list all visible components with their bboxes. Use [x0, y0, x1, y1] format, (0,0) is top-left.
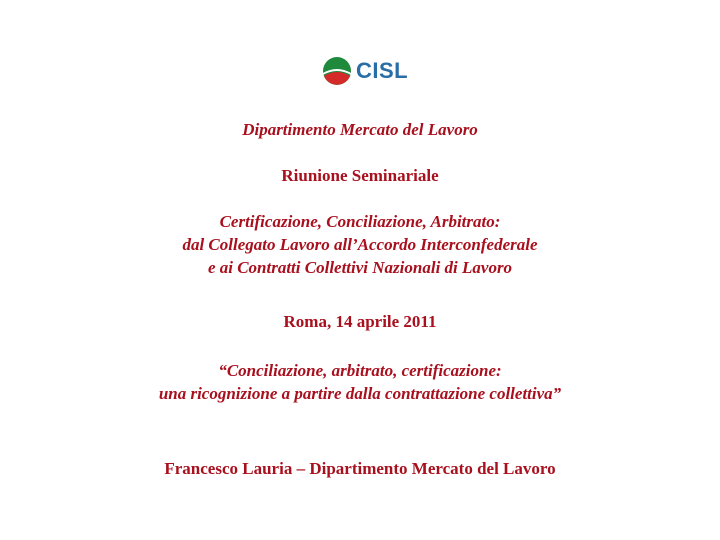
cisl-logo-text: CISL [356, 58, 409, 83]
topic-line-1: Certificazione, Conciliazione, Arbitrato: [219, 212, 501, 231]
topic-line-2: dal Collegato Lavoro all’Accordo Interconfederale [182, 235, 538, 254]
place-date: Roma, 14 aprile 2011 [283, 312, 437, 331]
cisl-emblem-icon [322, 56, 352, 86]
talk-title-line-2: una ricognizione a partire dalla contrattazione collettiva” [158, 384, 562, 403]
cisl-logo [322, 53, 422, 89]
topic-line-3: e ai Contratti Collettivi Nazionali di Lavoro [207, 258, 513, 277]
talk-title-line-1: “Conciliazione, arbitrato, certificazione: [218, 361, 502, 380]
meeting-type: Riunione Seminariale [281, 166, 439, 185]
speaker: Francesco Lauria – Dipartimento Mercato del Lavoro [164, 459, 556, 478]
department-heading: Dipartimento Mercato del Lavoro [242, 120, 478, 139]
